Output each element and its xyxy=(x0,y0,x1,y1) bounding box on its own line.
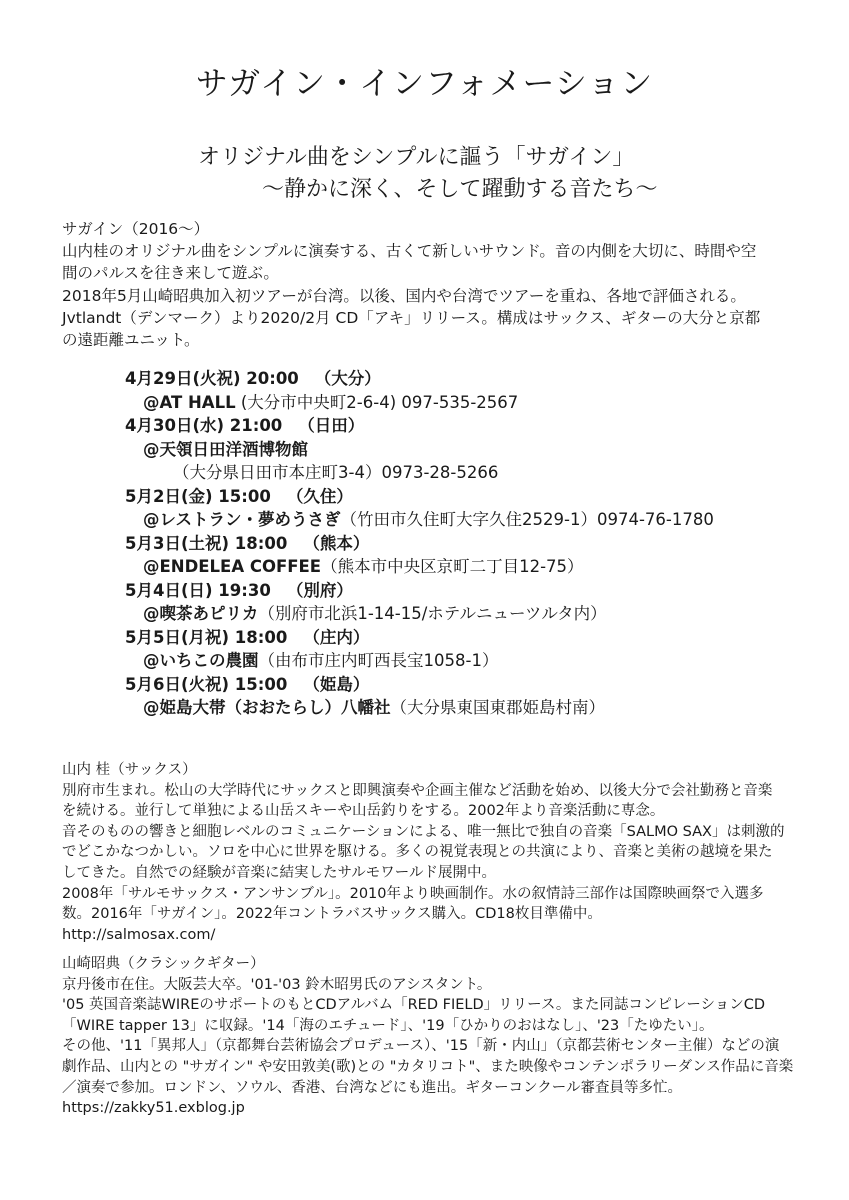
venue-address: （竹田市久住町大字久住2529-1）0974-76-1780 xyxy=(340,510,714,529)
schedule-venue-row xyxy=(125,438,815,462)
venue-name: @レストラン・夢めうさぎ xyxy=(143,510,341,529)
schedule-date-row xyxy=(125,532,815,556)
venue-name: @喫茶あピリカ xyxy=(143,604,259,623)
event-date: 5月5日(月祝) 18:00 xyxy=(125,627,288,647)
schedule-venue-row xyxy=(125,508,815,532)
schedule-venue-row xyxy=(125,602,815,626)
event-date: 4月30日(水) 21:00 xyxy=(125,416,283,435)
intro-heading: サガイン（2016〜） xyxy=(62,220,210,238)
event-date: 5月2日(金) 15:00 xyxy=(125,486,271,506)
intro-section xyxy=(62,218,822,351)
venue-address: （大分県日田市本庄町3-4）0973-28-5266 xyxy=(173,463,499,482)
bio-line: 別府市生まれ。松山の大学時代にサックスと即興演奏や企画主催など活動を始め、以後大分で会社勤務と音楽 xyxy=(62,782,773,799)
venue-name: @いちこの農園 xyxy=(143,651,259,670)
bio-yamauchi xyxy=(62,760,822,945)
schedule-date-row xyxy=(125,367,815,391)
event-date: 5月3日(土祝) 18:00 xyxy=(125,533,288,553)
event-date: 5月4日(日) 19:30 xyxy=(125,580,271,600)
venue-address: （熊本市中央区京町二丁目12-75） xyxy=(321,557,584,576)
schedule-venue-row xyxy=(125,555,815,579)
intro-line: Jvtlandt（デンマーク）より2020/2月 CD「アキ」リリース。構成はサックス、ギターの大分と京都 xyxy=(62,308,761,327)
schedule-date-row xyxy=(125,626,815,650)
bio-line: でどこかなつかしい。ソロを中心に世界を駆ける。多くの視覚表現との共演により、音楽と美術の越境を果た xyxy=(62,844,773,861)
event-area: （庄内） xyxy=(303,627,370,647)
bio-line: 2008年「サルモサックス・アンサンブル」。2010年より映画制作。水の叙情詩三部作は国際映画祭で入選多 xyxy=(62,885,764,902)
subtitle-line-1: オリジナル曲をシンプルに謳う「サガイン」 xyxy=(198,145,635,170)
intro-line: 2018年5月山崎昭典加入初ツアーが台湾。以後、国内や台湾でツアーを重ね、各地で評価される。 xyxy=(62,286,746,305)
venue-name: @AT HALL xyxy=(143,392,236,412)
event-area: （日田） xyxy=(298,416,365,435)
schedule-address-row xyxy=(125,461,815,485)
event-date: 5月6日(火祝) 15:00 xyxy=(125,674,288,694)
website-link[interactable]: http://salmosax.com/ xyxy=(62,926,216,943)
intro-line: 間のパルスを往き来して遊ぶ。 xyxy=(62,264,279,283)
venue-address: (大分市中央町2-6-4) 097-535-2567 xyxy=(235,392,519,412)
bio-line: 「WIRE tapper 13」に収録。'14「海のエチュード」、'19「ひかりのおはなし」、'23「たゆたい」。 xyxy=(62,1017,714,1034)
intro-line: 山内桂のオリジナル曲をシンプルに演奏する、古くて新しいサウンド。音の内側を大切に、時間や空 xyxy=(62,242,757,261)
schedule-list xyxy=(125,367,815,720)
bio-line: その他、'11「異邦人」（京都舞台芸術協会プロデュース）、'15「新・内山」（京都芸術センター主催）などの演 xyxy=(62,1038,780,1055)
schedule-venue-row xyxy=(125,696,815,720)
event-area: （熊本） xyxy=(303,533,370,553)
bio-line: ／演奏で参加。ロンドン、ソウル、香港、台湾などにも進出。ギターコンクール審査員等多忙。 xyxy=(62,1079,683,1096)
event-area: （姫島） xyxy=(303,674,370,694)
event-area: （大分） xyxy=(314,369,381,388)
bio-yamazaki xyxy=(62,954,822,1119)
bio-line: 劇作品、山内との "サガイン" や安田敦美(歌)との "カタリコト"、また映像やコンテンポラリーダンス作品に音楽 xyxy=(62,1058,794,1075)
venue-address: （由布市庄内町西長宝1058-1） xyxy=(258,651,499,670)
schedule-date-row xyxy=(125,414,815,438)
bio-line: を続ける。並行して単独による山岳スキーや山岳釣りをする。2002年より音楽活動に専念。 xyxy=(62,803,665,820)
schedule-date-row xyxy=(125,673,815,697)
event-area: （別府） xyxy=(286,580,353,600)
bio-line: 数。2016年「サガイン」。2022年コントラバスサックス購入。CD18枚目準備中。 xyxy=(62,906,602,923)
venue-address: （別府市北浜1-14-15/ホテルニューツルタ内） xyxy=(258,604,607,623)
bio-line: 京丹後市在住。大阪芸大卒。'01-'03 鈴木昭男氏のアシスタント。 xyxy=(62,976,492,993)
schedule-date-row xyxy=(125,579,815,603)
venue-name: @天領日田洋酒博物館 xyxy=(143,439,308,459)
schedule-venue-row xyxy=(125,391,815,415)
venue-name: @姫島大帯（おおたらし）八幡社 xyxy=(143,698,391,717)
bio-heading: 山内 桂（サックス） xyxy=(62,762,197,778)
bio-line: 音そのものの響きと細胞レベルのコミュニケーションによる、唯一無比で独自の音楽「SALMO SAX」は刺激的 xyxy=(62,823,785,840)
event-date: 4月29日(火祝) 20:00 xyxy=(125,369,299,388)
bio-heading: 山崎昭典（クラシックギター） xyxy=(62,956,265,972)
page-title: サガイン・インフォメーション xyxy=(195,64,654,102)
venue-name: @ENDELEA COFFEE xyxy=(143,557,322,576)
intro-line: の遠距離ユニット。 xyxy=(62,331,200,350)
event-area: （久住） xyxy=(286,486,353,506)
schedule-venue-row xyxy=(125,649,815,673)
subtitle-line-2: 〜静かに深く、そして躍動する音たち〜 xyxy=(262,177,658,202)
schedule-date-row xyxy=(125,485,815,509)
venue-address: （大分県東国東郡姫島村南） xyxy=(390,698,605,717)
website-link[interactable]: https://zakky51.exblog.jp xyxy=(62,1100,245,1117)
bio-line: '05 英国音楽誌WIREのサポートのもとCDアルバム「RED FIELD」リリース。また同誌コンピレーションCD xyxy=(62,997,766,1014)
bio-line: してきた。自然での経験が音楽に結実したサルモワールド展開中。 xyxy=(62,864,496,881)
